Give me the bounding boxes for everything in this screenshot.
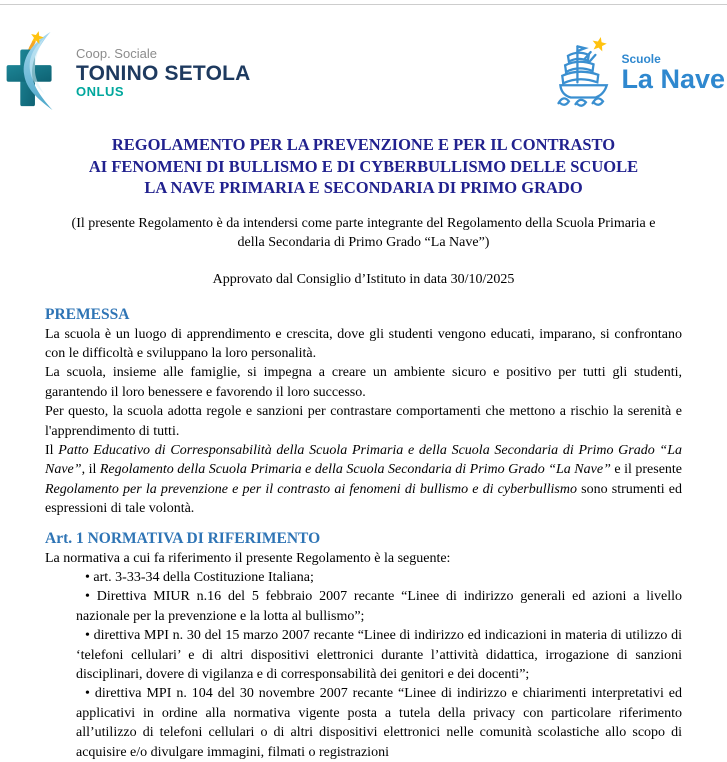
la-nave-logo: [556, 35, 725, 112]
list-item: • direttiva MPI n. 104 del 30 novembre 2007 recante “Linee di indirizzo e chiarimenti interpretativi ed applicativi in ordine alla normativa vigente posta a tutela della privacy con particolare riferimento all’utilizzo di telefoni cellulari o di altri dispositivi elettronici nelle comunità scolastiche allo scopo di acquisire e/o divulgare immagini, filmati o registrazioni: [76, 684, 682, 762]
premessa-closing-paragraph: Il Patto Educativo di Corresponsabilità della Scuola Primaria e della Scuola Secondaria di Primo Grado “La Nave”, il Regolamento della Scuola Primaria e della Scuola Secondaria di Primo Grado “La Nave” e il presente Regolamento per la prevenzione e per il contrasto ai fenomeni di bullismo e di cyberbullismo sono strumenti ed espressioni di tale volontà.: [45, 442, 683, 517]
list-item: • Direttiva MIUR n.16 del 5 febbraio 2007 recante “Linee di indirizzo generali ed azioni a livello nazionale per la prevenzione e la lotta al bullismo”;: [76, 587, 682, 626]
tonino-setola-logo: [1, 28, 251, 119]
premessa-paragraph: La scuola è un luogo di apprendimento e crescita, dove gli studenti vengono educati, imparano, si confrontano con le difficoltà e sviluppano la loro personalità.: [45, 326, 682, 361]
tonino-setola-label: TONINO SETOLA: [76, 61, 251, 85]
normativa-list: [76, 568, 682, 762]
document-title: [45, 134, 682, 199]
la-nave-label: La Nave: [621, 64, 725, 95]
document-body: [0, 134, 727, 762]
tonino-setola-logo-text: [76, 47, 251, 100]
onlus-label: ONLUS: [76, 84, 124, 100]
premessa-paragraph: La scuola, insieme alle famiglie, si impegna a creare un ambiente sicuro e positivo per tutti gli studenti, garantendo il loro benessere e favorendo il loro successo.: [45, 365, 682, 400]
top-divider: [0, 4, 727, 5]
la-nave-logo-text: [621, 53, 725, 94]
article1-intro: La normativa a cui fa riferimento il presente Regolamento è la seguente:: [45, 550, 451, 566]
premessa-paragraph: Per questo, la scuola adotta regole e sanzioni per contrastare comportamenti che mettono a rischio la serenità e l'apprendimento di tutti.: [45, 404, 682, 439]
header: [0, 28, 727, 119]
document-title-line: LA NAVE PRIMARIA E SECONDARIA DI PRIMO GRADO: [144, 178, 583, 197]
article1-heading: Art. 1 NORMATIVA DI RIFERIMENTO: [45, 529, 321, 547]
document-subtitle: (Il presente Regolamento è da intendersi come parte integrante del Regolamento della Scuola Primaria e della Secondaria di Primo Grado “La Nave”): [71, 215, 656, 250]
cross-swoosh-star-icon: [1, 28, 65, 119]
document-title-line: AI FENOMENI DI BULLISMO E DI CYBERBULLISMO DELLE SCUOLE: [88, 156, 639, 176]
coop-sociale-label: Coop. Sociale: [76, 46, 157, 62]
document-title-line: REGOLAMENTO PER LA PREVENZIONE E PER IL CONTRASTO: [111, 135, 616, 154]
approval-line: Approvato dal Consiglio d’Istituto in data 30/10/2025: [212, 271, 515, 287]
list-item: • art. 3-33-34 della Costituzione Italiana;: [76, 568, 682, 587]
list-item: • direttiva MPI n. 30 del 15 marzo 2007 recante “Linee di indirizzo ed indicazioni in materia di utilizzo di ‘telefoni cellulari’ e di altri dispositivi elettronici durante l’attività didattica, irrogazione di sanzioni disciplinari, dovere di vigilanza e di corresponsabilità dei genitori e dei docenti”;: [76, 626, 682, 684]
sailing-ship-star-icon: [556, 35, 614, 112]
scuole-label: Scuole: [621, 52, 661, 67]
premessa-heading: PREMESSA: [45, 305, 130, 323]
